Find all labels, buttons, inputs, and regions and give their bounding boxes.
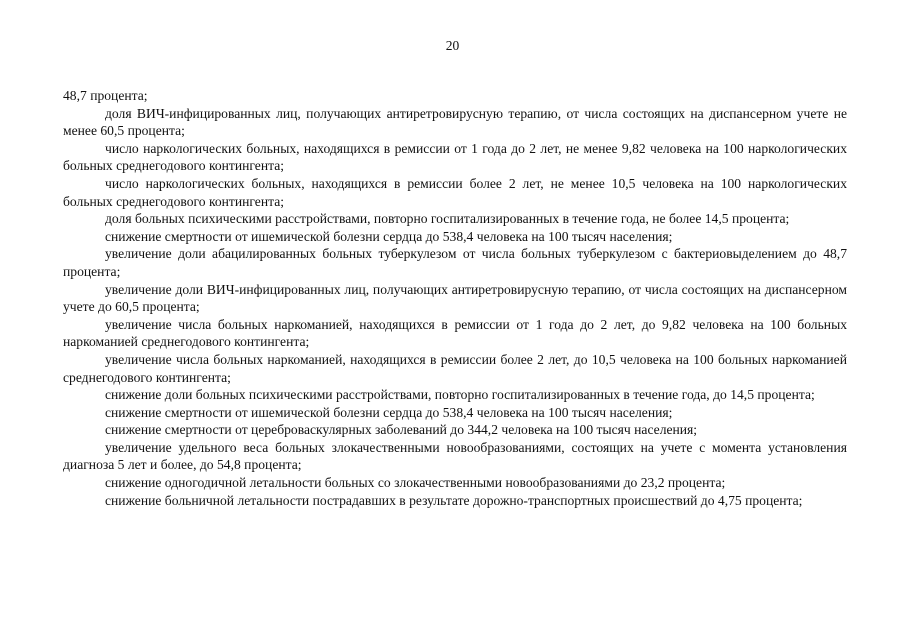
paragraph: снижение одногодичной летальности больных со злокачественными новообразованиями до 23,2 процента; [105, 475, 726, 491]
paragraph: число наркологических больных, находящихся в ремиссии более 2 лет, не менее 10,5 человека на 100 наркологических больных среднегодового контингента; [63, 175, 847, 209]
paragraph: снижение смертности от ишемической болезни сердца до 538,4 человека на 100 тысяч населения; [105, 228, 673, 244]
paragraph: увеличение удельного веса больных злокачественными новообразованиями, состоящих на учете с момента установления диагноза 5 лет и более, до 54,8 процента; [63, 439, 847, 473]
paragraph: число наркологических больных, находящихся в ремиссии от 1 года до 2 лет, не менее 9,82 человека на 100 наркологических больных среднегодового контингента; [63, 140, 847, 174]
paragraph: доля ВИЧ-инфицированных лиц, получающих антиретровирусную терапию, от числа состоящих на диспансерном учете не менее 60,5 процента; [63, 105, 847, 139]
paragraph: увеличение числа больных наркоманией, находящихся в ремиссии от 1 года до 2 лет, до 9,82 человека на 100 больных наркоманией среднегодового контингента; [63, 316, 847, 350]
paragraph: увеличение доли ВИЧ-инфицированных лиц, получающих антиретровирусную терапию, от числа состоящих на диспансерном учете до 60,5 процента; [63, 281, 847, 315]
paragraph: снижение больничной летальности пострадавших в результате дорожно-транспортных происшествий до 4,75 процента; [105, 492, 803, 508]
paragraph: снижение смертности от ишемической болезни сердца до 538,4 человека на 100 тысяч населения; [105, 404, 673, 420]
paragraph: снижение доли больных психическими расстройствами, повторно госпитализированных в течение года, до 14,5 процента; [105, 387, 815, 403]
paragraph: доля больных психическими расстройствами, повторно госпитализированных в течение года, не более 14,5 процента; [105, 211, 790, 227]
paragraph: увеличение доли абацилированных больных туберкулезом от числа больных туберкулезом с бактериовыделением до 48,7 процента; [63, 246, 847, 279]
paragraph: 48,7 процента; [63, 88, 148, 103]
page-number: 20 [445, 38, 460, 53]
paragraph: увеличение числа больных наркоманией, находящихся в ремиссии более 2 лет, до 10,5 человека на 100 больных наркоманией среднегодового контингента; [63, 351, 847, 385]
document-body [63, 87, 847, 509]
paragraph: снижение смертности от цереброваскулярных заболеваний до 344,2 человека на 100 тысяч населения; [105, 422, 698, 438]
